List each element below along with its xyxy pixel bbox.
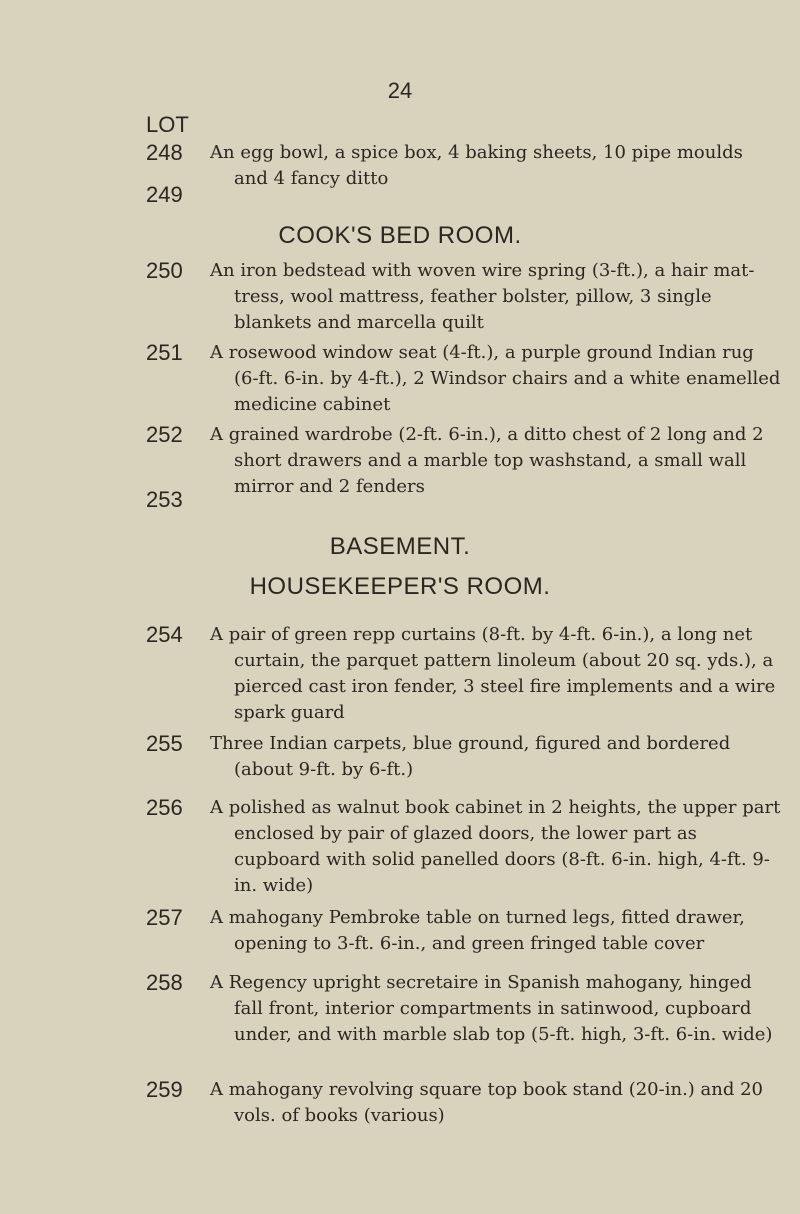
lot-number: 251 [146, 340, 183, 365]
section-heading-basement: BASEMENT. [329, 533, 471, 560]
lot-number: 253 [146, 487, 183, 512]
section-heading-cooks-bed-room: COOK'S BED ROOM. [278, 222, 522, 249]
lot-description: An egg bowl, a spice box, 4 baking sheets, 10 pipe moulds and 4 fancy ditto [210, 142, 743, 189]
lot-number: 257 [146, 905, 183, 930]
section-heading-housekeepers-room: HOUSEKEEPER'S ROOM. [249, 573, 551, 600]
lot-number: 255 [146, 731, 183, 756]
lot-description: A polished as walnut book cabinet in 2 heights, the upper part enclosed by pair of glazed doors, the lower part as cupboard with solid panelled doors (8-ft. 6-in. high, 4-ft. 9-in. wide) [210, 797, 781, 896]
lot-description: A grained wardrobe (2-ft. 6-in.), a ditto chest of 2 long and 2 short drawers and a marble top washstand, a small wall mirror and 2 fenders [210, 424, 764, 497]
lot-description: An iron bedstead with woven wire spring (3-ft.), a hair mat-tress, wool mattress, feather bolster, pillow, 3 single blankets and marcella quilt [210, 260, 755, 333]
lot-number: 258 [146, 970, 183, 995]
lot-description: A Regency upright secretaire in Spanish mahogany, hinged fall front, interior compartments in satinwood, cupboard under, and with marble slab top (5-ft. high, 3-ft. 6-in. wide) [210, 972, 773, 1045]
lot-number: 259 [146, 1077, 183, 1102]
lot-column-header: LOT [146, 112, 189, 137]
lot-description: A mahogany revolving square top book stand (20-in.) and 20 vols. of books (various) [210, 1079, 764, 1126]
lot-description: A pair of green repp curtains (8-ft. by 4-ft. 6-in.), a long net curtain, the parquet pattern linoleum (about 20 sq. yds.), a pierced cast iron fender, 3 steel fire implements and a wire spark guard [210, 624, 776, 723]
lot-number: 249 [146, 182, 183, 207]
lot-number: 252 [146, 422, 183, 447]
lot-number: 248 [146, 140, 183, 165]
lot-description: Three Indian carpets, blue ground, figured and bordered (about 9-ft. by 6-ft.) [210, 733, 731, 780]
lot-description: A rosewood window seat (4-ft.), a purple ground Indian rug (6-ft. 6-in. by 4-ft.), 2 Windsor chairs and a white enamelled medicine cabinet [210, 342, 781, 415]
page-number: 24 [387, 78, 413, 103]
lot-number: 250 [146, 258, 183, 283]
lot-description: A mahogany Pembroke table on turned legs, fitted drawer, opening to 3-ft. 6-in., and green fringed table cover [210, 907, 745, 954]
lot-number: 256 [146, 795, 183, 820]
lot-number: 254 [146, 622, 183, 647]
